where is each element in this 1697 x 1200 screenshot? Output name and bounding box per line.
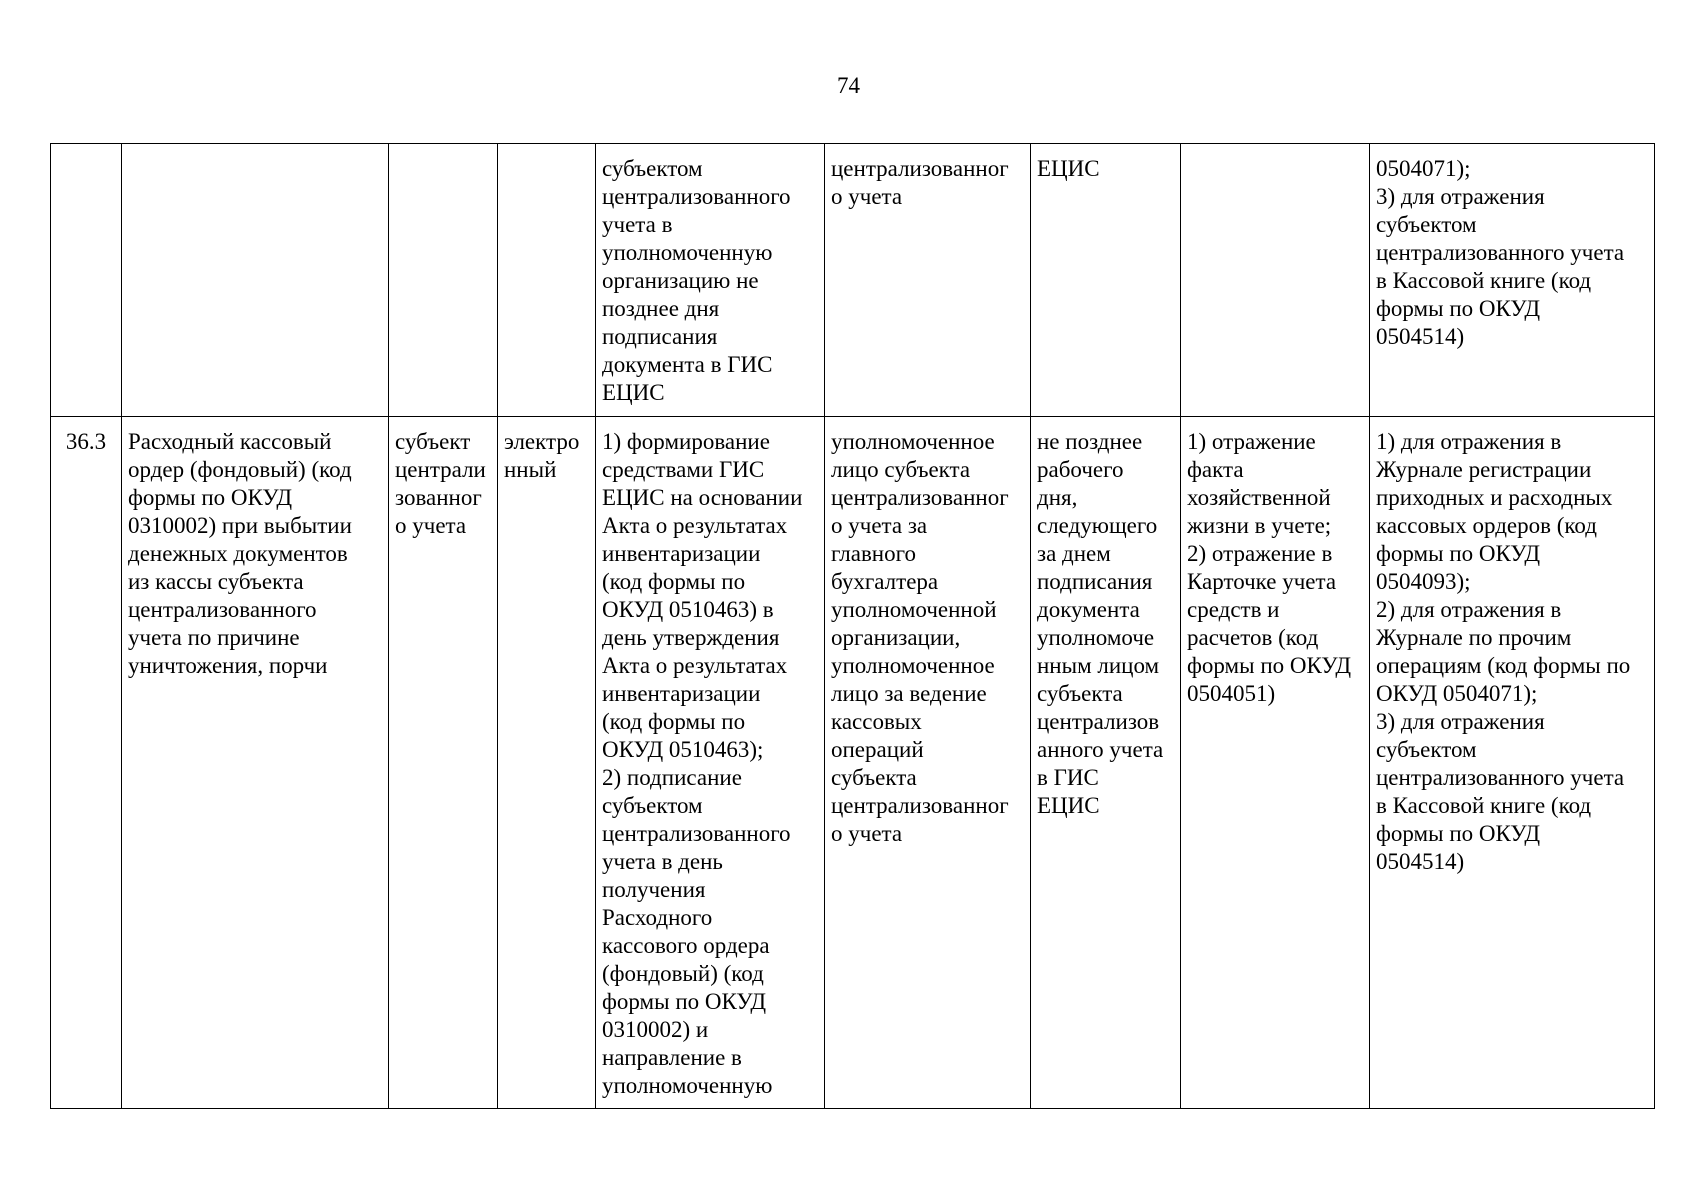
row-number-cell <box>51 144 122 417</box>
table-row <box>51 144 1655 417</box>
document-name-cell: Расходный кассовый ордер (фондовый) (код формы по ОКУД 0310002) при выбытии денежных документов из кассы субъекта централизованного учета по причине уничтожения, порчи <box>122 417 389 1109</box>
table-row <box>51 417 1655 1109</box>
accounting-cell: 1) отражение факта хозяйственной жизни в учете; 2) отражение в Карточке учета средств и расчетов (код формы по ОКУД 0504051) <box>1181 417 1370 1109</box>
document-table <box>50 143 1655 1109</box>
procedure-cell: 1) формирование средствами ГИС ЕЦИС на основании Акта о результатах инвентаризации (код формы по ОКУД 0510463) в день утверждения Акта о результатах инвентаризации (код формы по ОКУД 0510463); 2) подписание субъектом централизованного учета в день получения Расходного кассового ордера (фондовый) (код формы по ОКУД 0310002) и направление в уполномоченную <box>596 417 825 1109</box>
deadline-cell: не позднее рабочего дня, следующего за днем подписания документа уполномоче нным лицом субъекта централизов анного учета в ГИС ЕЦИС <box>1031 417 1181 1109</box>
registers-cell: 0504071); 3) для отражения субъектом централизованного учета в Кассовой книге (код формы по ОКУД 0504514) <box>1370 144 1655 417</box>
document-form-cell: электро нный <box>498 417 596 1109</box>
executor-cell: субъект централи зованног о учета <box>389 417 498 1109</box>
document-form-cell <box>498 144 596 417</box>
page-number: 74 <box>837 73 860 98</box>
accounting-cell <box>1181 144 1370 417</box>
document-name-cell <box>122 144 389 417</box>
responsible-cell: уполномоченное лицо субъекта централизованног о учета за главного бухгалтера уполномоченной организации, уполномоченное лицо за ведение кассовых операций субъекта централизованног о учета <box>825 417 1031 1109</box>
procedure-cell: субъектом централизованного учета в уполномоченную организацию не позднее дня подписания документа в ГИС ЕЦИС <box>596 144 825 417</box>
registers-cell: 1) для отражения в Журнале регистрации приходных и расходных кассовых ордеров (код формы по ОКУД 0504093); 2) для отражения в Журнале по прочим операциям (код формы по ОКУД 0504071); 3) для отражения субъектом централизованного учета в Кассовой книге (код формы по ОКУД 0504514) <box>1370 417 1655 1109</box>
responsible-cell: централизованног о учета <box>825 144 1031 417</box>
row-number-cell: 36.3 <box>51 417 122 1109</box>
executor-cell <box>389 144 498 417</box>
deadline-cell: ЕЦИС <box>1031 144 1181 417</box>
